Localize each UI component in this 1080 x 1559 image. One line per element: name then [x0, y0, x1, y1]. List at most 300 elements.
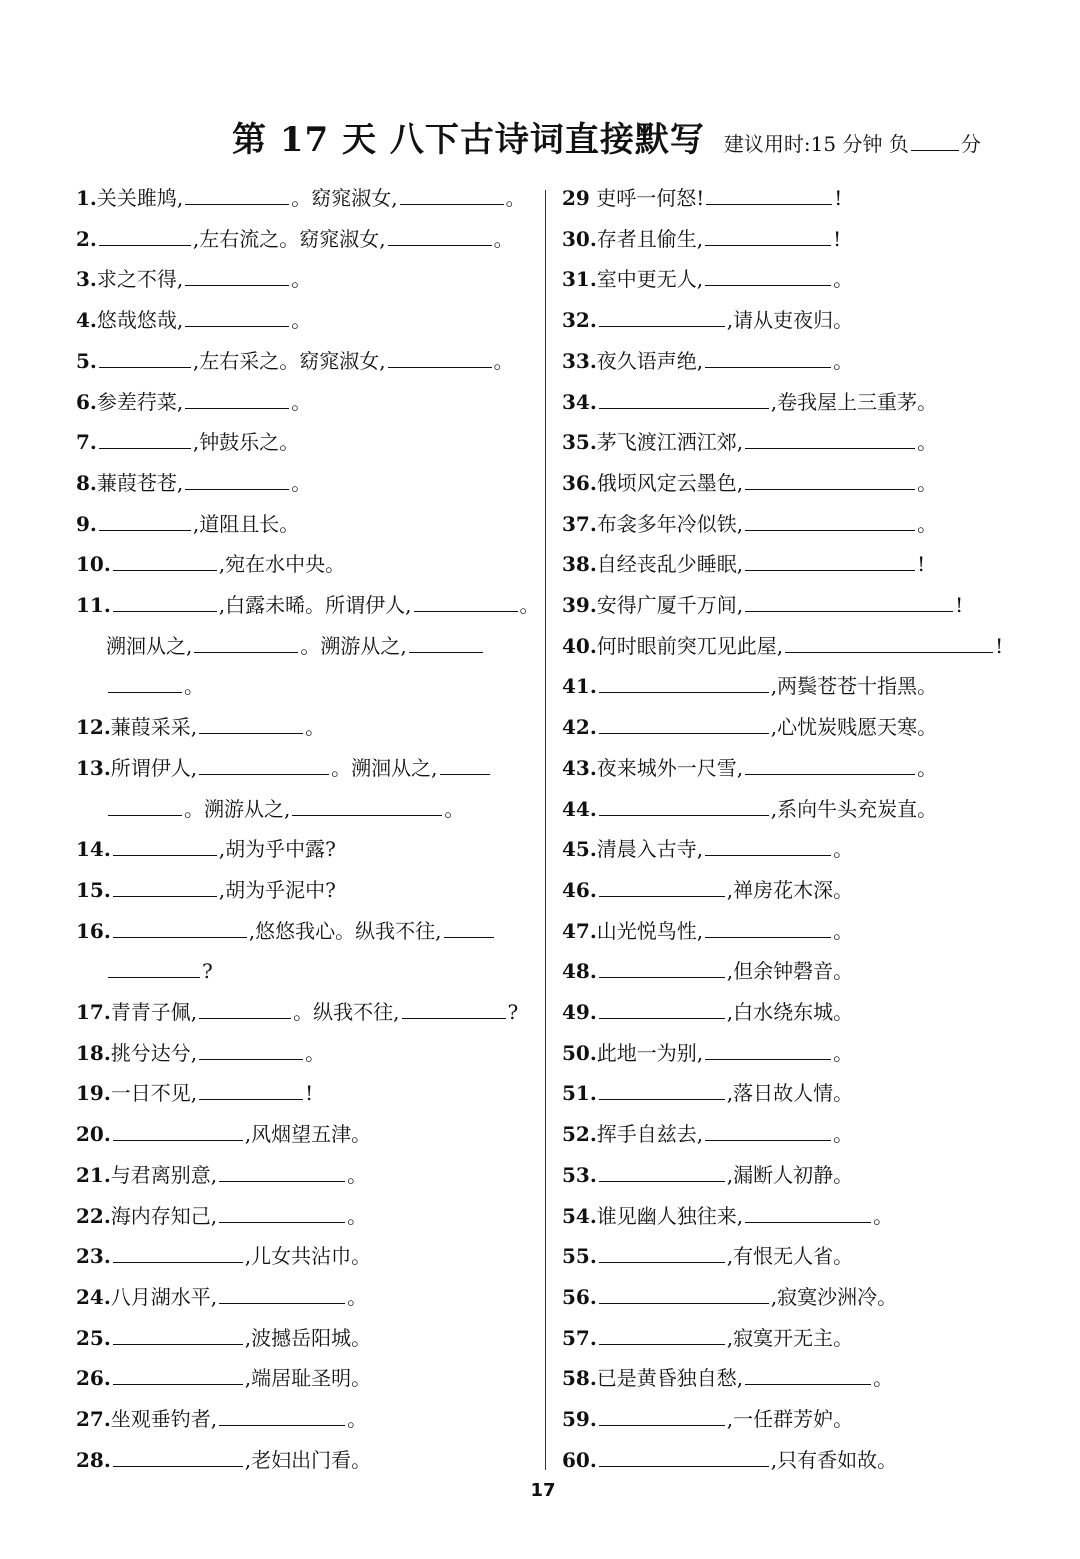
answer-blank[interactable]	[706, 184, 832, 205]
poem-text: 山光悦鸟性,	[596, 918, 704, 943]
answer-blank[interactable]	[113, 1446, 243, 1467]
exercise-line	[76, 469, 311, 497]
poem-text: ,只有香如故。	[770, 1447, 898, 1472]
poem-text: 。	[873, 1203, 894, 1228]
question-number: 31.	[562, 267, 597, 292]
poem-text: !	[305, 1081, 314, 1106]
exercise-line	[76, 876, 336, 904]
exercise-line	[76, 1446, 371, 1474]
exercise-line	[76, 1324, 371, 1352]
exercise-line	[76, 591, 540, 619]
question-number: 30.	[562, 226, 597, 251]
exercise-line	[562, 225, 841, 253]
exercise-line	[76, 510, 299, 538]
answer-blank[interactable]	[185, 265, 289, 286]
poem-text: 蒹葭采采,	[110, 715, 198, 740]
poem-text: ,两鬓苍苍十指黑。	[770, 674, 938, 699]
exercise-line	[562, 1202, 893, 1230]
poem-text: 。	[347, 1284, 368, 1309]
answer-blank[interactable]	[113, 591, 217, 612]
answer-blank[interactable]	[388, 225, 492, 246]
poem-text: 。	[184, 674, 204, 699]
question-number: 52.	[562, 1122, 597, 1147]
answer-blank[interactable]	[113, 550, 217, 571]
answer-blank[interactable]	[108, 672, 182, 693]
exercise-line	[76, 1161, 367, 1189]
answer-blank[interactable]	[99, 510, 191, 531]
answer-blank[interactable]	[113, 1364, 243, 1385]
poem-text: 。	[519, 593, 540, 617]
question-number: 1.	[76, 186, 97, 210]
question-number: 38.	[562, 552, 597, 577]
answer-blank[interactable]	[113, 917, 247, 938]
answer-blank[interactable]	[199, 1039, 303, 1060]
answer-blank[interactable]	[599, 1324, 725, 1345]
exercise-line	[562, 347, 853, 375]
poem-text: 。	[347, 1407, 368, 1431]
question-number: 15.	[76, 877, 111, 902]
answer-blank[interactable]	[705, 265, 831, 286]
answer-blank[interactable]	[705, 1039, 831, 1060]
poem-text: !	[833, 226, 842, 251]
answer-blank[interactable]	[705, 917, 831, 938]
title-subtitle: 建议用时:15 分钟 负	[723, 132, 909, 156]
poem-text: 悠哉悠哉,	[96, 308, 184, 333]
poem-text: 参差荇菜,	[96, 389, 184, 414]
exercise-line	[562, 672, 937, 700]
exercise-line	[562, 998, 853, 1026]
question-number: 35.	[562, 430, 597, 455]
exercise-line	[76, 754, 492, 782]
exercise-line	[106, 957, 213, 985]
exercise-line	[76, 1202, 367, 1230]
poem-text: ,寂寞开无主。	[726, 1325, 854, 1350]
question-number: 14.	[76, 837, 111, 862]
poem-text: ,胡为乎泥中?	[218, 877, 336, 902]
answer-blank[interactable]	[185, 469, 289, 490]
question-number: 27.	[76, 1407, 111, 1431]
exercise-line	[562, 510, 937, 538]
answer-blank[interactable]	[785, 632, 993, 653]
exercise-line	[562, 1405, 853, 1433]
exercise-line	[76, 265, 311, 293]
poem-text: 清晨入古寺,	[596, 837, 704, 862]
answer-blank[interactable]	[219, 1161, 345, 1182]
question-number: 50.	[562, 1040, 597, 1065]
poem-text: 关关雎鸠,	[96, 186, 184, 210]
exercise-line	[562, 795, 937, 823]
exercise-line	[562, 591, 963, 619]
question-number: 59.	[562, 1407, 597, 1431]
poem-text: 。	[493, 226, 514, 251]
poem-text: ,一任群芳妒。	[726, 1407, 854, 1431]
poem-text: ,悠悠我心。纵我不往,	[248, 918, 442, 943]
answer-blank[interactable]	[199, 754, 329, 775]
exercise-line	[76, 1242, 371, 1270]
poem-text: 存者且偷生,	[596, 226, 704, 251]
exercise-line	[106, 795, 464, 823]
exercise-line	[562, 917, 853, 945]
exercise-line	[76, 917, 496, 945]
poem-text: 。	[505, 186, 526, 210]
question-number: 28.	[76, 1447, 111, 1472]
answer-blank[interactable]	[705, 835, 831, 856]
answer-blank[interactable]	[414, 591, 518, 612]
poem-text: 已是黄昏独自愁,	[596, 1366, 744, 1391]
poem-text: ,端居耻圣明。	[244, 1366, 372, 1391]
exercise-line	[562, 1446, 897, 1474]
exercise-line	[76, 713, 325, 741]
question-number: 57.	[562, 1325, 597, 1350]
question-number: 45.	[562, 837, 597, 862]
poem-text: ,禅房花木深。	[726, 877, 854, 902]
exercise-line	[76, 1405, 367, 1433]
question-number: 9.	[76, 511, 97, 536]
poem-text: 求之不得,	[96, 267, 184, 292]
question-number: 19.	[76, 1081, 111, 1106]
question-number: 60.	[562, 1447, 597, 1472]
exercise-line	[76, 347, 514, 375]
poem-text: 。溯游从之,	[184, 796, 291, 821]
poem-text: ,寂寞沙洲冷。	[770, 1284, 898, 1309]
poem-text: 。	[917, 470, 938, 495]
answer-blank[interactable]	[599, 1242, 725, 1263]
answer-blank[interactable]	[599, 1161, 725, 1182]
exercise-line	[562, 184, 842, 212]
exercise-line	[106, 632, 485, 660]
exercise-line	[562, 957, 853, 985]
exercise-line	[76, 428, 299, 456]
poem-text: 。窈窕淑女,	[291, 186, 398, 210]
poem-text: 海内存知己,	[110, 1203, 218, 1228]
poem-text: 。	[305, 715, 326, 740]
answer-blank[interactable]	[705, 225, 831, 246]
question-number: 54.	[562, 1203, 597, 1228]
poem-text: 。	[291, 308, 312, 333]
poem-text: 坐观垂钓者,	[110, 1407, 218, 1431]
answer-blank[interactable]	[599, 876, 725, 897]
answer-blank[interactable]	[113, 876, 217, 897]
poem-text: 。	[917, 755, 938, 780]
exercise-line	[76, 1120, 371, 1148]
answer-blank[interactable]	[444, 917, 494, 938]
answer-blank[interactable]	[705, 347, 831, 368]
poem-text: 俄顷风定云墨色,	[596, 470, 744, 495]
poem-text: 。	[833, 348, 854, 373]
exercise-line	[76, 388, 311, 416]
answer-blank[interactable]	[599, 713, 769, 734]
exercise-line	[562, 306, 853, 334]
question-number: 40.	[562, 633, 597, 658]
question-number: 43.	[562, 755, 597, 780]
page-number: 17	[530, 1480, 556, 1501]
poem-text: 。	[493, 348, 514, 373]
question-number: 53.	[562, 1162, 597, 1187]
answer-blank[interactable]	[440, 754, 490, 775]
answer-blank[interactable]	[745, 550, 915, 571]
question-number: 51.	[562, 1081, 597, 1106]
exercise-line	[76, 1039, 325, 1067]
poem-text: ,风烟望五津。	[244, 1122, 372, 1147]
question-number: 37.	[562, 511, 597, 536]
question-number: 17.	[76, 1000, 111, 1024]
exercise-line	[76, 550, 345, 578]
answer-blank[interactable]	[400, 184, 504, 205]
answer-blank[interactable]	[388, 347, 492, 368]
question-number: 8.	[76, 470, 97, 495]
poem-text: 。	[833, 1122, 854, 1147]
poem-text: 。	[291, 470, 312, 495]
exercise-line	[562, 388, 937, 416]
poem-text: 。	[833, 1040, 854, 1065]
question-number: 36.	[562, 470, 597, 495]
answer-blank[interactable]	[599, 672, 769, 693]
answer-blank[interactable]	[292, 795, 442, 816]
exercise-line	[76, 225, 514, 253]
answer-blank[interactable]	[113, 1242, 243, 1263]
exercise-line	[76, 1079, 313, 1107]
score-blank[interactable]	[911, 132, 959, 151]
poem-text: 。	[873, 1366, 894, 1391]
poem-text: ,波撼岳阳城。	[244, 1325, 372, 1350]
question-number: 6.	[76, 389, 97, 414]
poem-text: ,道阻且长。	[192, 511, 300, 536]
poem-text: 自经丧乱少睡眠,	[596, 552, 744, 577]
poem-text: 吏呼一何怒!	[589, 186, 705, 210]
answer-blank[interactable]	[745, 591, 953, 612]
answer-blank[interactable]	[99, 428, 191, 449]
question-number: 48.	[562, 959, 597, 984]
poem-text: ,请从吏夜归。	[726, 308, 854, 333]
exercise-line	[562, 632, 1003, 660]
answer-blank[interactable]	[599, 1283, 769, 1304]
column-divider	[545, 190, 546, 1470]
poem-text: 所谓伊人,	[110, 755, 198, 780]
answer-blank[interactable]	[745, 1364, 871, 1385]
answer-blank[interactable]	[219, 1202, 345, 1223]
poem-text: ,钟鼓乐之。	[192, 430, 300, 455]
question-number: 44.	[562, 796, 597, 821]
title-main: 第 17 天 八下古诗词直接默写	[232, 120, 705, 160]
poem-text: 。	[833, 918, 854, 943]
poem-text: ,左右流之。窈窕淑女,	[192, 226, 386, 251]
answer-blank[interactable]	[599, 1079, 725, 1100]
answer-blank[interactable]	[599, 306, 725, 327]
page-title	[232, 112, 1072, 172]
question-number: 4.	[76, 308, 97, 333]
question-number: 3.	[76, 267, 97, 292]
answer-blank[interactable]	[113, 1120, 243, 1141]
question-number: 7.	[76, 430, 97, 455]
answer-blank[interactable]	[409, 632, 483, 653]
answer-blank[interactable]	[99, 225, 191, 246]
answer-blank[interactable]	[745, 469, 915, 490]
answer-blank[interactable]	[745, 510, 915, 531]
poem-text: ,白水绕东城。	[726, 1000, 854, 1024]
poem-text: ,胡为乎中露?	[218, 837, 336, 862]
exercise-line	[562, 1039, 853, 1067]
poem-text: 此地一为别,	[596, 1040, 704, 1065]
answer-blank[interactable]	[113, 835, 217, 856]
question-number: 21.	[76, 1162, 111, 1187]
poem-text: 青青子佩,	[110, 1000, 198, 1024]
poem-text: 何时眼前突兀见此屋,	[596, 633, 784, 658]
poem-text: 。	[291, 389, 312, 414]
poem-text: !	[995, 633, 1004, 658]
answer-blank[interactable]	[99, 347, 191, 368]
question-number: 22.	[76, 1203, 111, 1228]
exercise-line	[562, 1079, 853, 1107]
poem-text: 。	[305, 1040, 326, 1065]
poem-text: ,老妇出门看。	[244, 1447, 372, 1472]
poem-text: ,卷我屋上三重茅。	[770, 389, 938, 414]
answer-blank[interactable]	[199, 1079, 303, 1100]
question-number: 56.	[562, 1284, 597, 1309]
poem-text: 蒹葭苍苍,	[96, 470, 184, 495]
poem-text: 八月湖水平,	[110, 1284, 218, 1309]
exercise-line	[562, 876, 853, 904]
poem-text: ?	[507, 1000, 519, 1024]
poem-text: ,但余钟磬音。	[726, 959, 854, 984]
question-number: 47.	[562, 918, 597, 943]
answer-blank[interactable]	[599, 388, 769, 409]
poem-text: 谁见幽人独往来,	[596, 1203, 744, 1228]
answer-blank[interactable]	[219, 1405, 345, 1426]
question-number: 26.	[76, 1366, 111, 1391]
question-number: 23.	[76, 1244, 111, 1269]
question-number: 32.	[562, 308, 597, 333]
exercise-line	[76, 184, 526, 212]
poem-text: 挑兮达兮,	[110, 1040, 198, 1065]
answer-blank[interactable]	[113, 1324, 243, 1345]
poem-text: ,系向牛头充炭直。	[770, 796, 938, 821]
poem-text: 。	[833, 267, 854, 292]
answer-blank[interactable]	[705, 1120, 831, 1141]
poem-text: 。	[291, 267, 312, 292]
poem-text: ,漏断人初静。	[726, 1162, 854, 1187]
score-suffix: 分	[960, 132, 981, 156]
exercise-line	[76, 1364, 371, 1392]
question-number: 33.	[562, 348, 597, 373]
question-number: 13.	[76, 755, 111, 780]
exercise-line	[562, 265, 853, 293]
question-number: 49.	[562, 1000, 597, 1024]
answer-blank[interactable]	[199, 713, 303, 734]
question-number: 16.	[76, 918, 111, 943]
exercise-line	[562, 550, 925, 578]
poem-text: ?	[202, 959, 213, 984]
exercise-line	[562, 469, 937, 497]
poem-text: ,宛在水中央。	[218, 552, 346, 577]
answer-blank[interactable]	[745, 1202, 871, 1223]
poem-text: 。	[833, 837, 854, 862]
question-number: 5.	[76, 348, 97, 373]
question-number: 55.	[562, 1244, 597, 1269]
poem-text: 。	[347, 1203, 368, 1228]
answer-blank[interactable]	[185, 184, 289, 205]
poem-text: 安得广厦千万间,	[596, 593, 744, 617]
answer-blank[interactable]	[402, 998, 506, 1019]
exercise-line	[562, 1283, 897, 1311]
answer-blank[interactable]	[219, 1283, 345, 1304]
exercise-line	[562, 1364, 893, 1392]
exercise-line	[76, 306, 311, 334]
poem-text: 挥手自兹去,	[596, 1122, 704, 1147]
poem-text: ,心忧炭贱愿天寒。	[770, 715, 938, 740]
question-number: 39.	[562, 593, 597, 617]
question-number: 11.	[76, 593, 111, 617]
answer-blank[interactable]	[108, 795, 182, 816]
answer-blank[interactable]	[108, 957, 200, 978]
question-number: 2.	[76, 226, 97, 251]
question-number: 34.	[562, 389, 597, 414]
poem-text: 布衾多年冷似铁,	[596, 511, 744, 536]
question-number: 42.	[562, 715, 597, 740]
poem-text: 。	[444, 796, 465, 821]
poem-text: !	[955, 593, 964, 617]
exercise-line	[562, 713, 937, 741]
question-number: 24.	[76, 1284, 111, 1309]
question-number: 12.	[76, 715, 111, 740]
question-number: 20.	[76, 1122, 111, 1147]
question-number: 41.	[562, 674, 597, 699]
poem-text: !	[917, 552, 926, 577]
answer-blank[interactable]	[745, 754, 915, 775]
poem-text: !	[834, 186, 843, 210]
poem-text: ,有恨无人省。	[726, 1244, 854, 1269]
exercise-line	[76, 1283, 367, 1311]
poem-text: 。	[917, 511, 938, 536]
exercise-line	[106, 672, 204, 700]
poem-text: ,儿女共沾巾。	[244, 1244, 372, 1269]
poem-text: 。	[347, 1162, 368, 1187]
poem-text: 溯洄从之,	[106, 633, 193, 658]
exercise-line	[562, 1120, 853, 1148]
answer-blank[interactable]	[199, 998, 291, 1019]
poem-text: 与君离别意,	[110, 1162, 218, 1187]
answer-blank[interactable]	[194, 632, 298, 653]
exercise-line	[76, 835, 336, 863]
poem-text: 。溯洄从之,	[331, 755, 438, 780]
exercise-line	[562, 1161, 853, 1189]
poem-text: ,左右采之。窈窕淑女,	[192, 348, 386, 373]
exercise-line	[562, 1324, 853, 1352]
answer-blank[interactable]	[599, 1405, 725, 1426]
poem-text: ,落日故人情。	[726, 1081, 854, 1106]
answer-blank[interactable]	[745, 428, 915, 449]
poem-text: 一日不见,	[110, 1081, 198, 1106]
poem-text: 。溯游从之,	[300, 633, 407, 658]
exercise-line	[562, 1242, 853, 1270]
answer-blank[interactable]	[599, 998, 725, 1019]
poem-text: 。纵我不往,	[293, 1000, 400, 1024]
exercise-line	[562, 428, 937, 456]
question-number: 25.	[76, 1325, 111, 1350]
question-number: 46.	[562, 877, 597, 902]
exercise-line	[562, 835, 853, 863]
exercise-line	[562, 754, 937, 782]
answer-blank[interactable]	[185, 306, 289, 327]
answer-blank[interactable]	[185, 388, 289, 409]
question-number: 58.	[562, 1366, 597, 1391]
poem-text: 夜来城外一尺雪,	[596, 755, 744, 780]
question-number: 29	[562, 186, 590, 210]
answer-blank[interactable]	[599, 1446, 769, 1467]
answer-blank[interactable]	[599, 795, 769, 816]
poem-text: 。	[917, 430, 938, 455]
poem-text: 夜久语声绝,	[596, 348, 704, 373]
answer-blank[interactable]	[599, 957, 725, 978]
